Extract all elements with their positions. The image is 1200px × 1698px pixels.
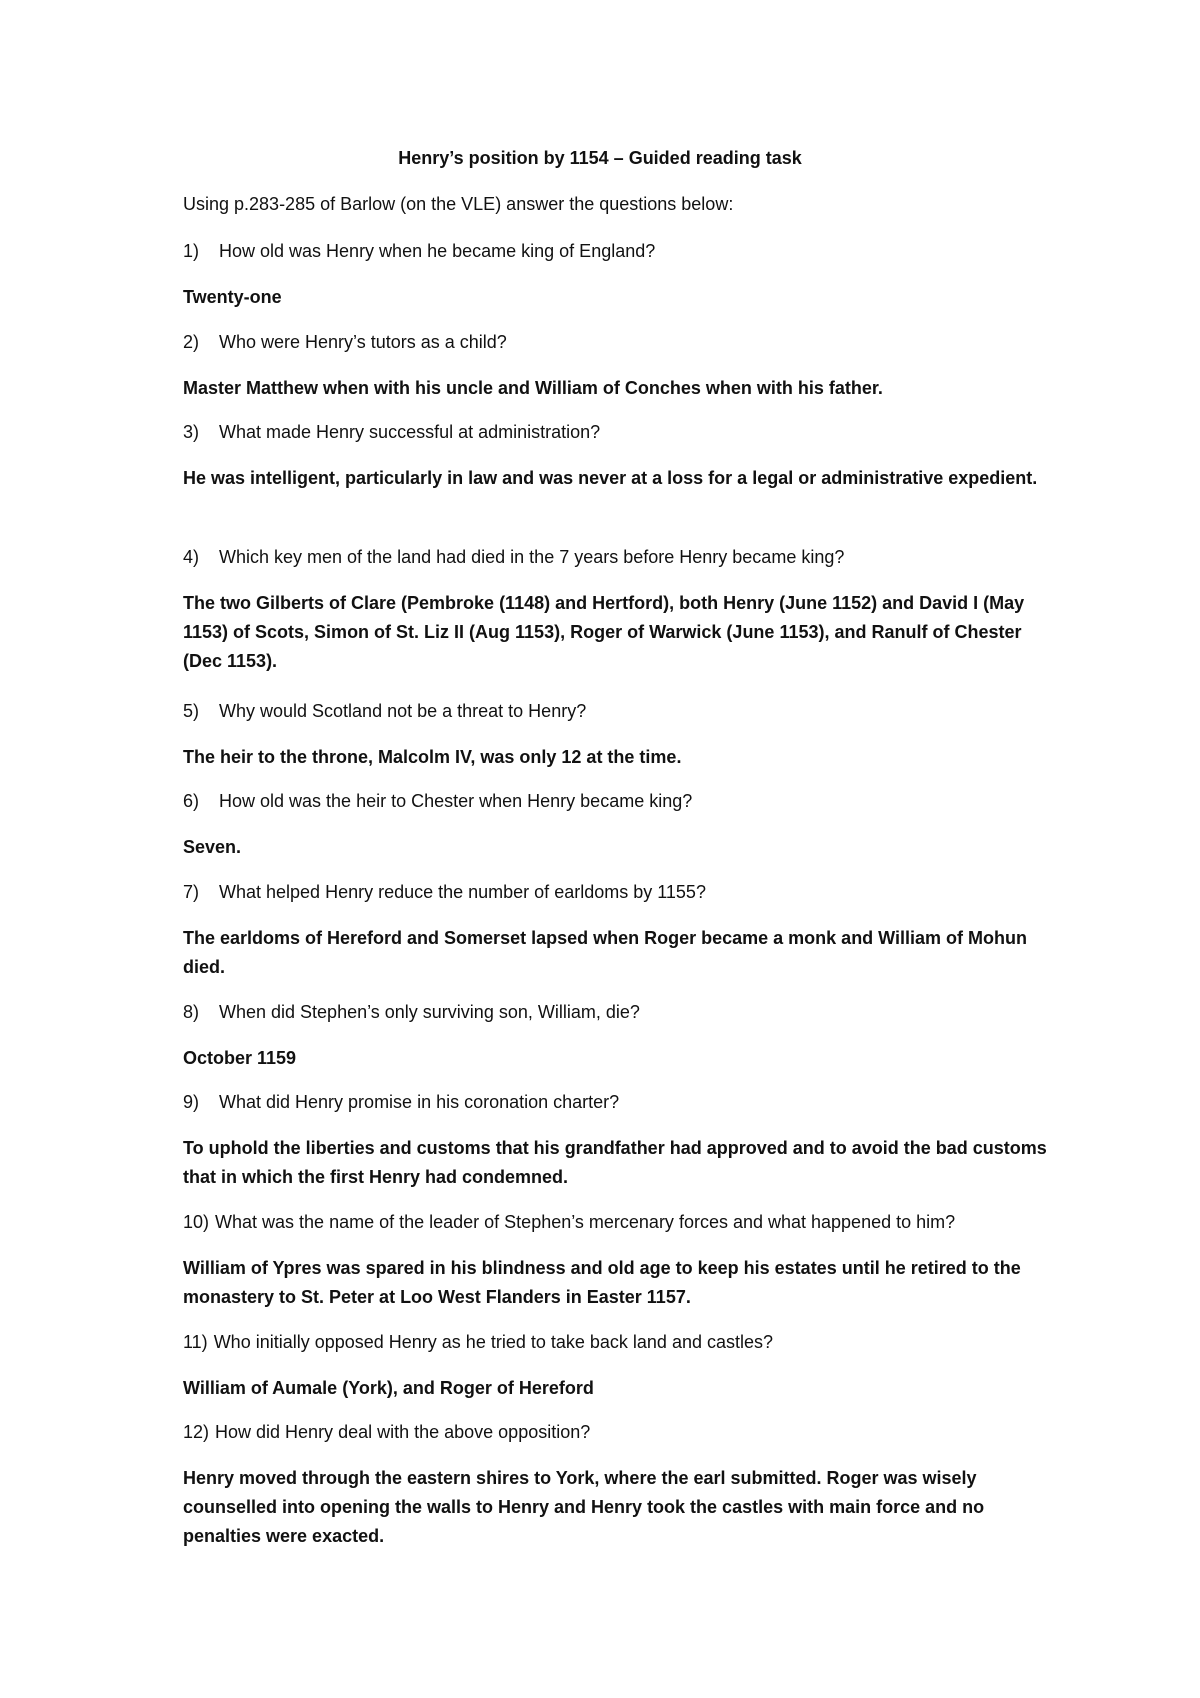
question-5 — [183, 700, 586, 722]
question-number: 7) — [183, 882, 200, 902]
answer-11: William of Aumale (York), and Roger of Hereford — [183, 1378, 594, 1398]
question-number: 5) — [183, 701, 200, 721]
question-text: When did Stephen’s only surviving son, William, die? — [219, 1002, 640, 1022]
question-text: Who initially opposed Henry as he tried to take back land and castles? — [213, 1332, 774, 1352]
question-number: 11) — [183, 1332, 208, 1352]
question-7 — [183, 881, 706, 903]
answer-3: He was intelligent, particularly in law and was never at a loss for a legal or administrative expedient. — [183, 468, 1038, 488]
intro-instructions: Using p.283-285 of Barlow (on the VLE) answer the questions below: — [183, 194, 734, 214]
question-number: 6) — [183, 791, 200, 811]
question-text: What made Henry successful at administration? — [219, 422, 601, 442]
question-2 — [183, 331, 507, 353]
answer-6: Seven. — [183, 837, 242, 857]
question-1 — [183, 240, 655, 262]
question-number: 10) — [183, 1212, 210, 1232]
question-text: What was the name of the leader of Stephen’s mercenary forces and what happened to him? — [215, 1212, 956, 1232]
document-title: Henry’s position by 1154 – Guided reading task — [398, 148, 802, 168]
question-3 — [183, 421, 600, 443]
answer-1: Twenty-one — [183, 287, 282, 307]
question-9 — [183, 1091, 619, 1113]
question-text: How did Henry deal with the above opposition? — [215, 1422, 591, 1442]
question-number: 8) — [183, 1002, 200, 1022]
question-text: What did Henry promise in his coronation charter? — [219, 1092, 620, 1112]
question-10 — [183, 1211, 955, 1233]
question-number: 4) — [183, 547, 200, 567]
question-11 — [183, 1331, 773, 1353]
question-number: 1) — [183, 241, 200, 261]
question-text: Why would Scotland not be a threat to Henry? — [219, 701, 587, 721]
answer-9: To uphold the liberties and customs that his grandfather had approved and to avoid the bad customs that in which the first Henry had condemned. — [183, 1138, 1047, 1187]
answer-5: The heir to the throne, Malcolm IV, was only 12 at the time. — [183, 747, 682, 767]
question-6 — [183, 790, 692, 812]
question-text: How old was Henry when he became king of England? — [219, 241, 656, 261]
question-number: 9) — [183, 1092, 200, 1112]
question-4 — [183, 546, 844, 568]
question-text: What helped Henry reduce the number of earldoms by 1155? — [219, 882, 706, 902]
answer-2: Master Matthew when with his uncle and William of Conches when with his father. — [183, 378, 883, 398]
question-text: How old was the heir to Chester when Henry became king? — [219, 791, 693, 811]
question-8 — [183, 1001, 640, 1023]
question-text: Who were Henry’s tutors as a child? — [219, 332, 507, 352]
question-number: 12) — [183, 1422, 210, 1442]
question-text: Which key men of the land had died in the 7 years before Henry became king? — [219, 547, 845, 567]
answer-7: The earldoms of Hereford and Somerset lapsed when Roger became a monk and William of Mohun died. — [183, 928, 1027, 977]
question-12 — [183, 1421, 590, 1443]
answer-10: William of Ypres was spared in his blindness and old age to keep his estates until he retired to the monastery to St. Peter at Loo West Flanders in Easter 1157. — [183, 1258, 1021, 1307]
answer-8: October 1159 — [183, 1048, 297, 1068]
answer-12: Henry moved through the eastern shires to York, where the earl submitted. Roger was wisely counselled into opening the walls to Henry and Henry took the castles with main force and no penalties were exacted. — [183, 1468, 985, 1546]
answer-4: The two Gilberts of Clare (Pembroke (1148) and Hertford), both Henry (June 1152) and David I (May 1153) of Scots, Simon of St. Liz II (Aug 1153), Roger of Warwick (June 1153), and Ranulf of Chester (Dec 1153). — [183, 593, 1025, 671]
question-number: 3) — [183, 422, 200, 442]
question-number: 2) — [183, 332, 200, 352]
